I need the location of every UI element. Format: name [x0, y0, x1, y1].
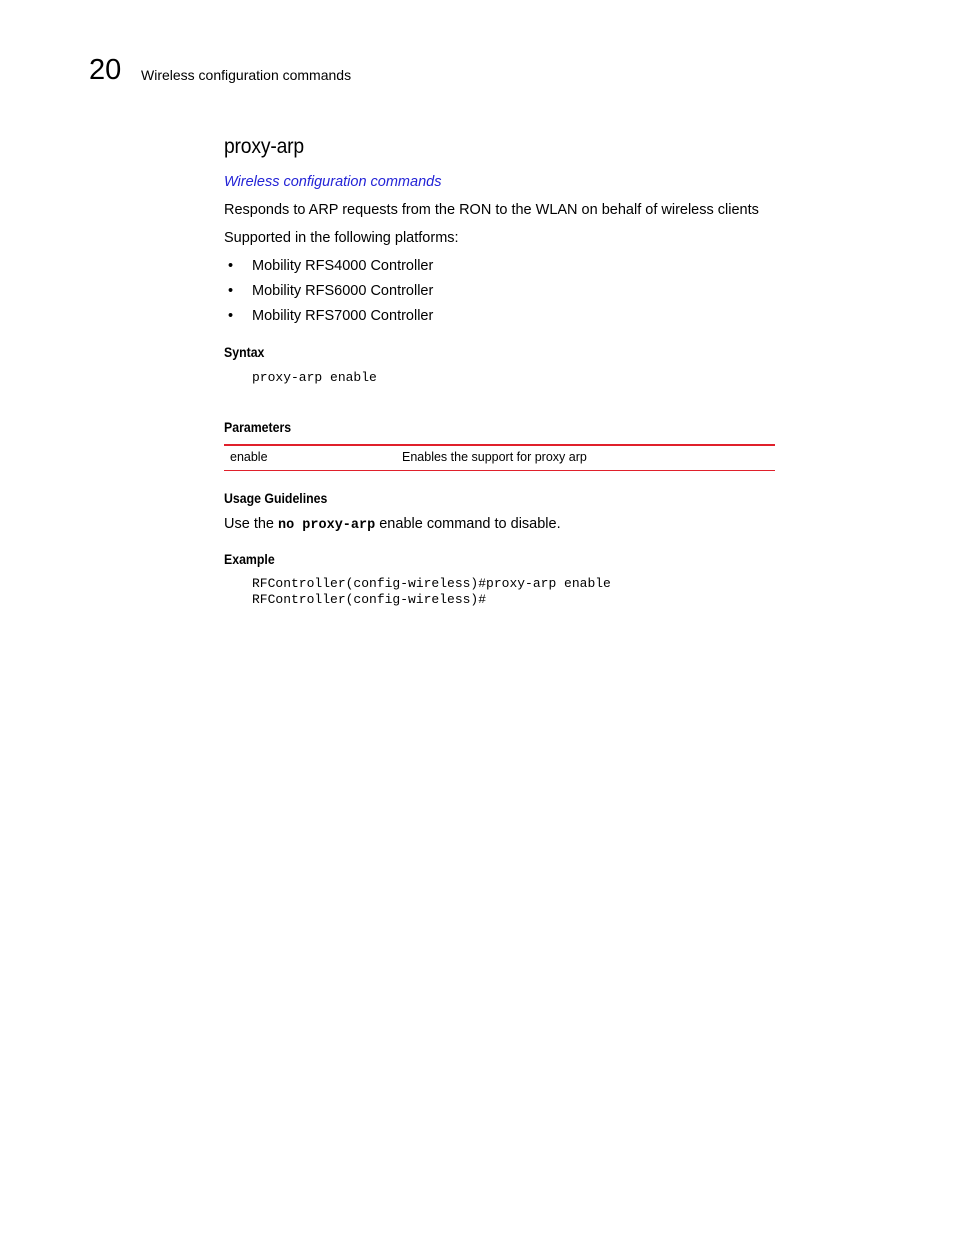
usage-suffix: enable command to disable.	[375, 516, 561, 532]
example-code-line: RFController(config-wireless)#	[252, 592, 487, 607]
xref-link[interactable]: Wireless configuration commands	[224, 174, 442, 190]
param-description: Enables the support for proxy arp	[402, 450, 587, 464]
description-text: Responds to ARP requests from the RON to the WLAN on behalf of wireless clients	[224, 202, 759, 218]
list-item	[224, 306, 433, 331]
syntax-code: proxy-arp enable	[252, 370, 377, 385]
usage-text	[224, 514, 561, 536]
bullet-icon: •	[228, 258, 234, 274]
chapter-title: Wireless configuration commands	[141, 67, 352, 83]
platforms-intro: Supported in the following platforms:	[224, 230, 459, 246]
param-name: enable	[230, 450, 268, 464]
example-code-line: RFController(config-wireless)#proxy-arp enable	[252, 576, 611, 591]
platform-list	[224, 256, 433, 331]
chapter-number: 20	[89, 54, 122, 86]
usage-heading: Usage Guidelines	[224, 490, 328, 506]
main-content	[224, 132, 775, 607]
parameters-heading: Parameters	[224, 419, 292, 435]
bullet-icon: •	[228, 308, 234, 324]
page-title: proxy-arp	[224, 135, 304, 158]
syntax-heading: Syntax	[224, 344, 265, 360]
list-item	[224, 256, 433, 281]
bullet-icon: •	[228, 283, 234, 299]
platform-label: Mobility RFS7000 Controller	[252, 308, 434, 324]
usage-command: no proxy-arp	[278, 518, 376, 533]
platform-label: Mobility RFS4000 Controller	[252, 258, 434, 274]
list-item	[224, 281, 433, 306]
example-heading: Example	[224, 551, 275, 567]
usage-prefix: Use the	[224, 516, 278, 532]
parameters-table	[224, 444, 775, 471]
platform-label: Mobility RFS6000 Controller	[252, 283, 434, 299]
